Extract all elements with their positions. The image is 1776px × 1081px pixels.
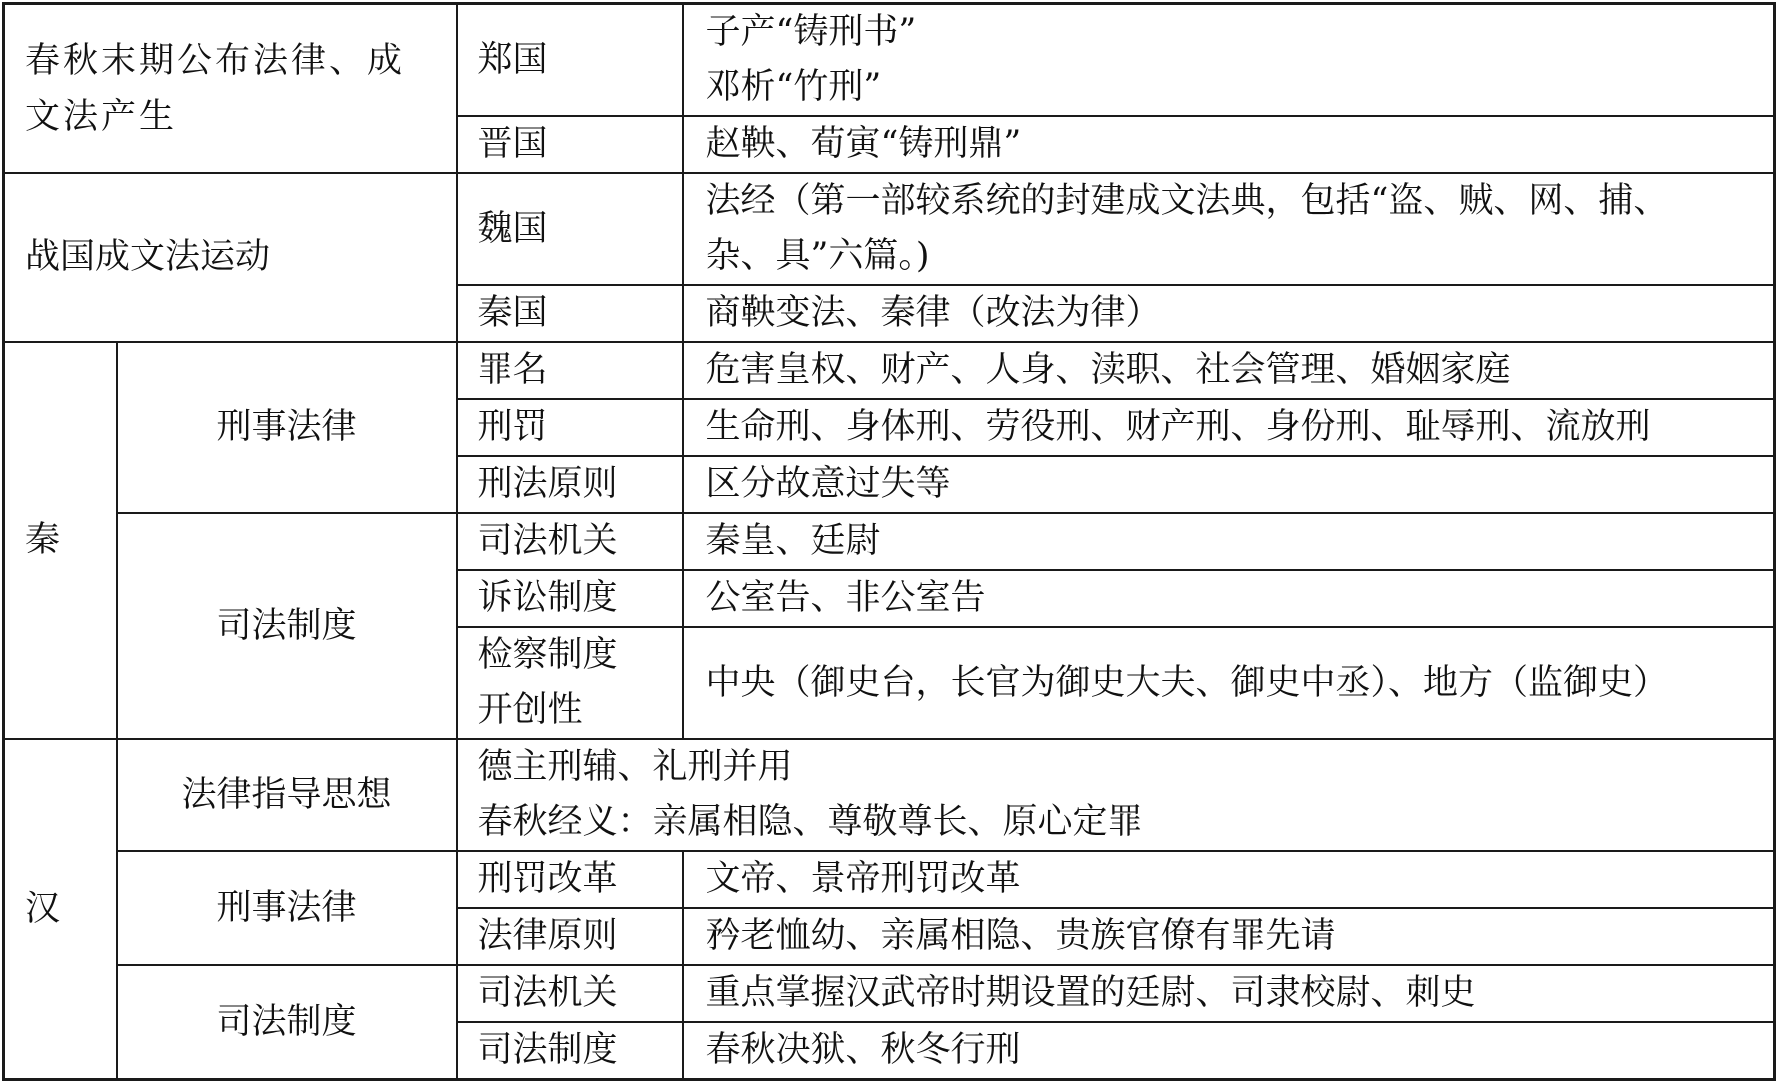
table-row	[4, 4, 1775, 117]
qin-criminal-item-name: 刑罚	[457, 399, 683, 456]
qin-judicial-item-name: 司法机关	[457, 513, 683, 570]
qin-criminal-item-content: 生命刑、身体刑、劳役刑、财产刑、身份刑、耻辱刑、流放刑	[683, 399, 1775, 456]
legal-history-table	[2, 2, 1776, 1081]
table-row	[4, 739, 1775, 851]
wei-content-line1: 法经（第一部较系统的封建成文法典，包括“盗、贼、网、捕、	[705, 181, 1669, 221]
dynasty-han: 汉	[4, 739, 117, 1080]
table-row	[4, 173, 1775, 285]
table-row	[4, 965, 1775, 1022]
state-wei: 魏国	[457, 173, 683, 285]
qin-judicial-item-content: 公室告、非公室告	[683, 570, 1775, 627]
qin-criminal-item-content: 区分故意过失等	[683, 456, 1775, 513]
han-judicial-label: 司法制度	[117, 965, 457, 1080]
zheng-content-line1: 子产“铸刑书”	[705, 12, 917, 52]
qin-criminal-item-name: 刑法原则	[457, 456, 683, 513]
table-row	[4, 513, 1775, 570]
table-row	[4, 851, 1775, 908]
qin-judicial-label: 司法制度	[117, 513, 457, 739]
zheng-content-line2: 邓析“竹刑”	[705, 67, 882, 107]
state-jin: 晋国	[457, 116, 683, 173]
zheng-content	[683, 4, 1775, 117]
han-criminal-item-name: 法律原则	[457, 908, 683, 965]
qin-judicial-item-name	[457, 627, 683, 739]
qin-judicial-item-name-line1: 检察制度	[477, 635, 618, 675]
qin-criminal-item-content: 危害皇权、财产、人身、渎职、社会管理、婚姻家庭	[683, 342, 1775, 399]
han-criminal-item-content: 矜老恤幼、亲属相隐、贵族官僚有罪先请	[683, 908, 1775, 965]
han-criminal-item-content: 文帝、景帝刑罚改革	[683, 851, 1775, 908]
dynasty-qin: 秦	[4, 342, 117, 739]
han-ideology-content	[457, 739, 1775, 851]
qin-judicial-item-name-line2: 开创性	[477, 690, 583, 730]
period-spring-autumn: 春秋末期公布法律、成文法产生	[4, 4, 457, 174]
han-ideology-line2: 春秋经义：亲属相隐、尊敬尊长、原心定罪	[477, 802, 1143, 842]
state-qin: 秦国	[457, 285, 683, 342]
han-criminal-label: 刑事法律	[117, 851, 457, 965]
han-judicial-item-name: 司法机关	[457, 965, 683, 1022]
han-ideology-line1: 德主刑辅、礼刑并用	[477, 747, 793, 787]
qin-state-content: 商鞅变法、秦律（改法为律）	[683, 285, 1775, 342]
han-judicial-item-content: 春秋决狱、秋冬行刑	[683, 1022, 1775, 1080]
wei-content-line2: 杂、具”六篇。)	[705, 236, 930, 276]
han-judicial-item-name: 司法制度	[457, 1022, 683, 1080]
qin-judicial-item-content: 中央（御史台，长官为御史大夫、御史中丞）、地方（监御史）	[683, 627, 1775, 739]
wei-content	[683, 173, 1775, 285]
period-warring-states: 战国成文法运动	[4, 173, 457, 342]
qin-judicial-item-name: 诉讼制度	[457, 570, 683, 627]
table-row	[4, 342, 1775, 399]
han-criminal-item-name: 刑罚改革	[457, 851, 683, 908]
qin-criminal-label: 刑事法律	[117, 342, 457, 513]
qin-criminal-item-name: 罪名	[457, 342, 683, 399]
qin-judicial-item-content: 秦皇、廷尉	[683, 513, 1775, 570]
jin-content: 赵鞅、荀寅“铸刑鼎”	[683, 116, 1775, 173]
han-judicial-item-content: 重点掌握汉武帝时期设置的廷尉、司隶校尉、刺史	[683, 965, 1775, 1022]
state-zheng: 郑国	[457, 4, 683, 117]
han-ideology-label: 法律指导思想	[117, 739, 457, 851]
